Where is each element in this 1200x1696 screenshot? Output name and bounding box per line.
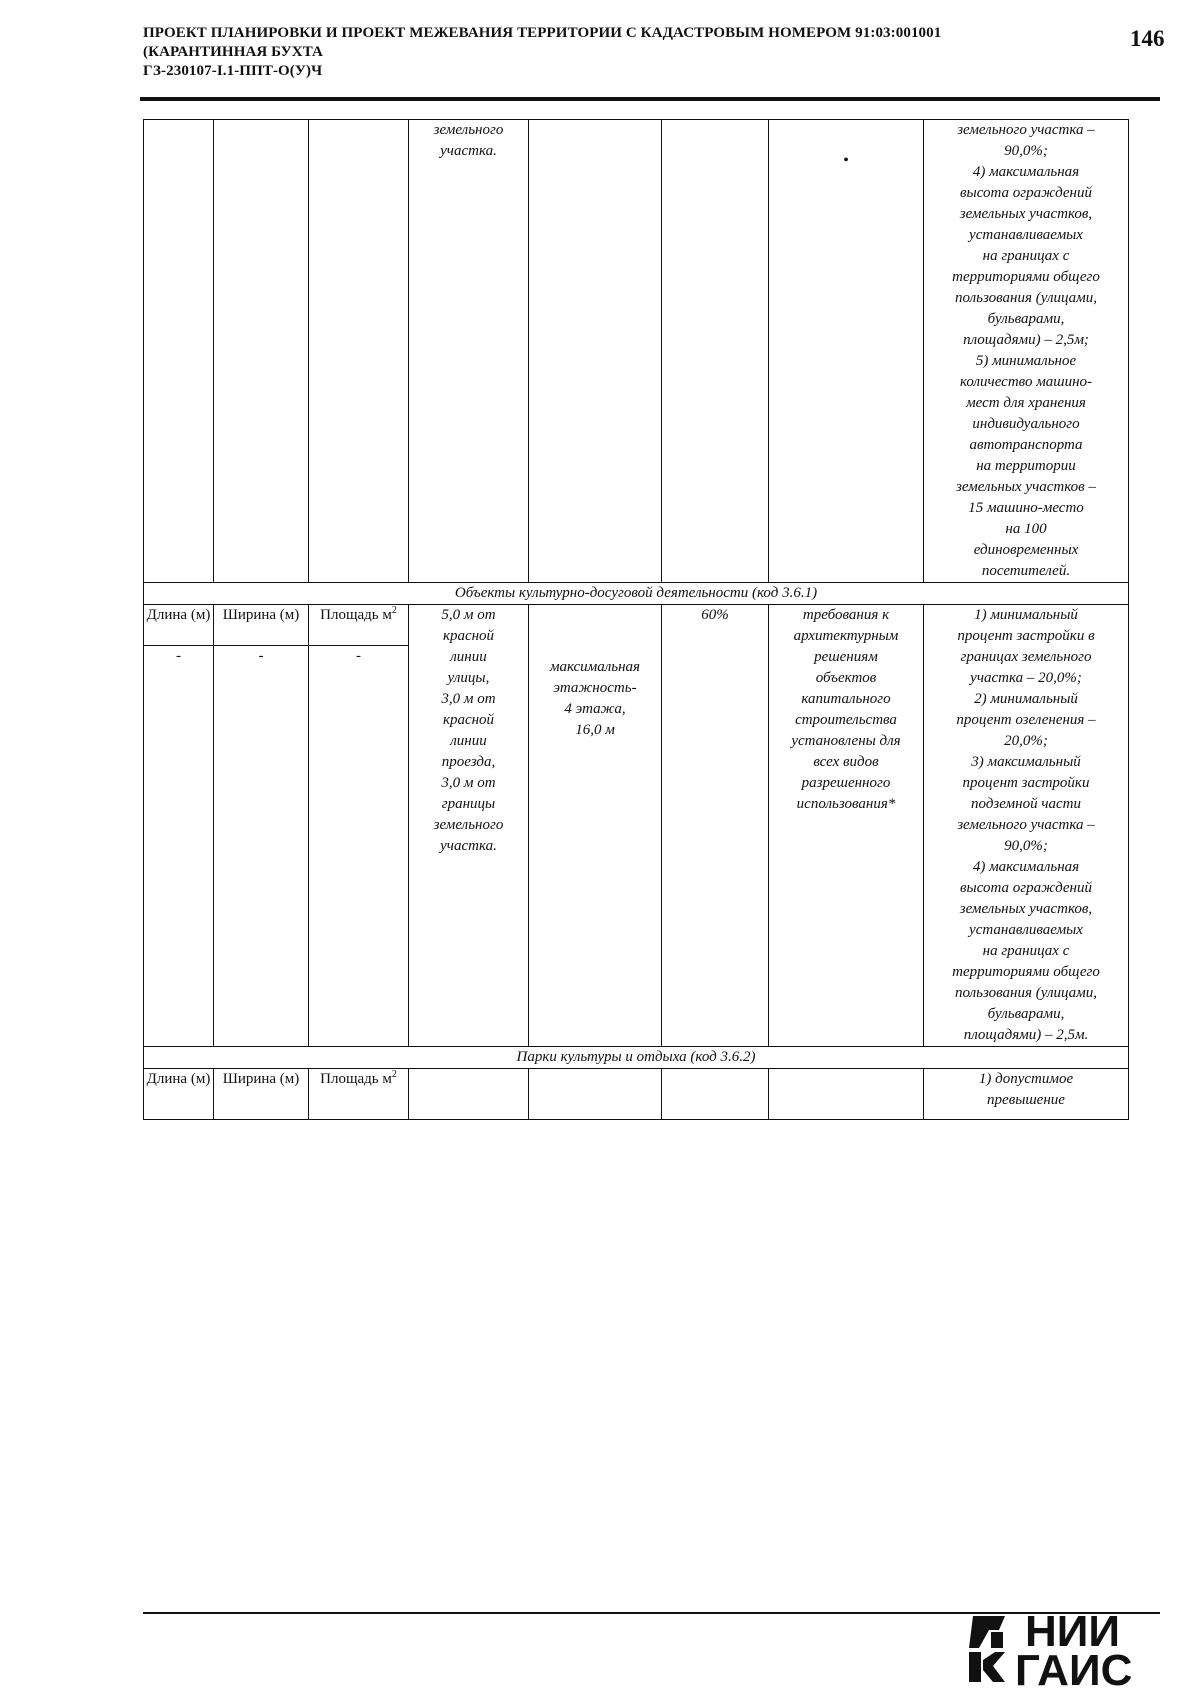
page-number: 146 xyxy=(1130,26,1165,51)
bullet-mark: • xyxy=(843,152,849,169)
text-line: 90,0%; xyxy=(1004,143,1048,159)
text-line: процент озеленения – xyxy=(956,712,1096,728)
text-line: участка – 20,0%; xyxy=(970,670,1082,686)
cell-params-culture xyxy=(924,605,1129,1047)
text-line: всех видов xyxy=(813,754,879,770)
text-line: красной xyxy=(442,712,495,728)
document-header xyxy=(143,24,1103,81)
text-line: 4) максимальная xyxy=(972,164,1080,180)
col-width-header: Ширина (м) xyxy=(214,605,309,646)
text-line: площадями) – 2,5м; xyxy=(963,332,1089,348)
text-line: проезда, xyxy=(441,754,496,770)
text-line: участка. xyxy=(440,838,497,854)
text-line: земельного участка – xyxy=(957,122,1095,138)
text-line: высота ограждений xyxy=(960,880,1092,896)
text-line: земельного xyxy=(433,817,504,833)
text-line: процент застройки в xyxy=(957,628,1095,644)
table-row-parks-head xyxy=(144,1069,1129,1120)
logo-text-bottom: ГАИС xyxy=(1015,1646,1133,1688)
col-area-superscript: 2 xyxy=(391,605,397,616)
cell-empty xyxy=(144,120,214,583)
text-line: территориями общего xyxy=(952,964,1100,980)
text-line: посетителей. xyxy=(981,563,1071,579)
col-width-header: Ширина (м) xyxy=(214,1069,309,1120)
text-line: объектов xyxy=(815,670,877,686)
cell-empty xyxy=(529,1069,662,1120)
header-divider xyxy=(140,97,1160,101)
cell-params-continued xyxy=(924,120,1129,583)
text-line: этажность- xyxy=(553,680,637,696)
text-line: на 100 xyxy=(1005,521,1047,537)
text-line: устанавливаемых xyxy=(969,227,1083,243)
text-line: подземной части xyxy=(971,796,1081,812)
text-line: устанавливаемых xyxy=(969,922,1083,938)
cell-empty xyxy=(769,1069,924,1120)
text-line: 3,0 м от xyxy=(441,775,496,791)
text-line: границы xyxy=(441,796,496,812)
text-line: максимальная xyxy=(549,659,641,675)
text-line: на территории xyxy=(976,458,1076,474)
text-line: разрешенного xyxy=(801,775,891,791)
cell-floors-culture xyxy=(529,605,662,1047)
text-line: на границах с xyxy=(982,943,1070,959)
text-line: использования* xyxy=(796,796,896,812)
text-line: линии xyxy=(450,649,487,665)
cell-empty xyxy=(529,120,662,583)
cell-area-value: - xyxy=(309,646,409,1047)
cell-empty xyxy=(214,120,309,583)
text-line: земельных участков, xyxy=(959,206,1093,222)
text-line: единовременных xyxy=(973,542,1079,558)
text-line: 16,0 м xyxy=(575,722,615,738)
text-line: красной xyxy=(442,628,495,644)
text-line: 5,0 м от xyxy=(441,607,496,623)
header-title-line1: ПРОЕКТ ПЛАНИРОВКИ И ПРОЕКТ МЕЖЕВАНИЯ ТЕРРИТОРИИ С КАДАСТРОВЫМ НОМЕРОМ 91:03:001001 xyxy=(143,25,942,41)
text-line: превышение xyxy=(987,1092,1065,1108)
cell-length-value: - xyxy=(144,646,214,1047)
niigais-logo xyxy=(965,1610,1155,1688)
cell-requirements-culture xyxy=(769,605,924,1047)
col-area-superscript: 2 xyxy=(391,1069,397,1080)
table-row-continued xyxy=(144,120,1129,583)
text-line: индивидуального xyxy=(972,416,1080,432)
text-line: мест для хранения xyxy=(966,395,1086,411)
cell-empty xyxy=(309,120,409,583)
text-line: на границах с xyxy=(982,248,1070,264)
text-line: 3) максимальный xyxy=(971,754,1081,770)
table-row-culture-head xyxy=(144,605,1129,646)
cell-params-parks xyxy=(924,1069,1129,1120)
section-title-culture: Объекты культурно-досуговой деятельности (код 3.6.1) xyxy=(144,583,1129,605)
col-area-header xyxy=(309,605,409,646)
text-line: границах земельного xyxy=(960,649,1092,665)
cell-setback-continued: земельного участка. xyxy=(409,120,529,583)
text-line: высота ограждений xyxy=(960,185,1092,201)
text-line: решениям xyxy=(814,649,878,665)
logo-text-top: НИИ xyxy=(1025,1610,1121,1656)
text-line: архитектурным xyxy=(793,628,899,644)
text-line: линии xyxy=(450,733,487,749)
text-line: количество машино- xyxy=(959,374,1093,390)
text-line: 90,0%; xyxy=(1004,838,1048,854)
text-line: процент застройки xyxy=(962,775,1090,791)
section-row-culture xyxy=(144,583,1129,605)
text-line: 20,0%; xyxy=(1004,733,1048,749)
text-line: бульварами, xyxy=(987,311,1065,327)
regulations-table xyxy=(143,119,1129,1120)
text-line: 4) максимальная xyxy=(972,859,1080,875)
text-line: требования к xyxy=(802,607,890,623)
cell-coverage-culture: 60% xyxy=(662,605,769,1047)
cell-empty xyxy=(409,1069,529,1120)
col-area-label: Площадь м xyxy=(320,607,392,623)
cell-empty xyxy=(662,1069,769,1120)
col-length-header: Длина (м) xyxy=(144,1069,214,1120)
text-line: капитального xyxy=(801,691,891,707)
text-line: установлены для xyxy=(791,733,901,749)
text-line: земельных участков – xyxy=(956,479,1096,495)
text-line: улицы, xyxy=(447,670,490,686)
text-line: 1) допустимое xyxy=(978,1071,1074,1087)
col-area-label: Площадь м xyxy=(320,1071,392,1087)
text-line: 1) минимальный xyxy=(974,607,1078,623)
logo-emblem-icon xyxy=(969,1616,1005,1682)
col-length-header: Длина (м) xyxy=(144,605,214,646)
cell-width-value: - xyxy=(214,646,309,1047)
text-line: 2) минимальный xyxy=(974,691,1078,707)
text-line: 4 этажа, xyxy=(564,701,626,717)
text-line: 5) минимальное xyxy=(975,353,1077,369)
cell-empty xyxy=(662,120,769,583)
text-line: строительства xyxy=(795,712,897,728)
header-title-line2: (КАРАНТИННАЯ БУХТА xyxy=(143,44,323,60)
cell-marker xyxy=(769,120,924,583)
text-line: земельных участков, xyxy=(959,901,1093,917)
section-row-parks xyxy=(144,1047,1129,1069)
text-line: пользования (улицами, xyxy=(954,290,1098,306)
section-title-parks: Парки культуры и отдыха (код 3.6.2) xyxy=(144,1047,1129,1069)
cell-setback-culture xyxy=(409,605,529,1047)
col-area-header xyxy=(309,1069,409,1120)
text-line: 15 машино-место xyxy=(968,500,1084,516)
text-line: площадями) – 2,5м. xyxy=(963,1027,1089,1043)
text-line: земельного участка – xyxy=(957,817,1095,833)
text-line: бульварами, xyxy=(987,1006,1065,1022)
text-line: территориями общего xyxy=(952,269,1100,285)
text-line: пользования (улицами, xyxy=(954,985,1098,1001)
text-line: 3,0 м от xyxy=(441,691,496,707)
text-line: автотранспорта xyxy=(969,437,1083,453)
header-doc-code: ГЗ-230107-I.1-ППТ-О(У)Ч xyxy=(143,63,323,79)
